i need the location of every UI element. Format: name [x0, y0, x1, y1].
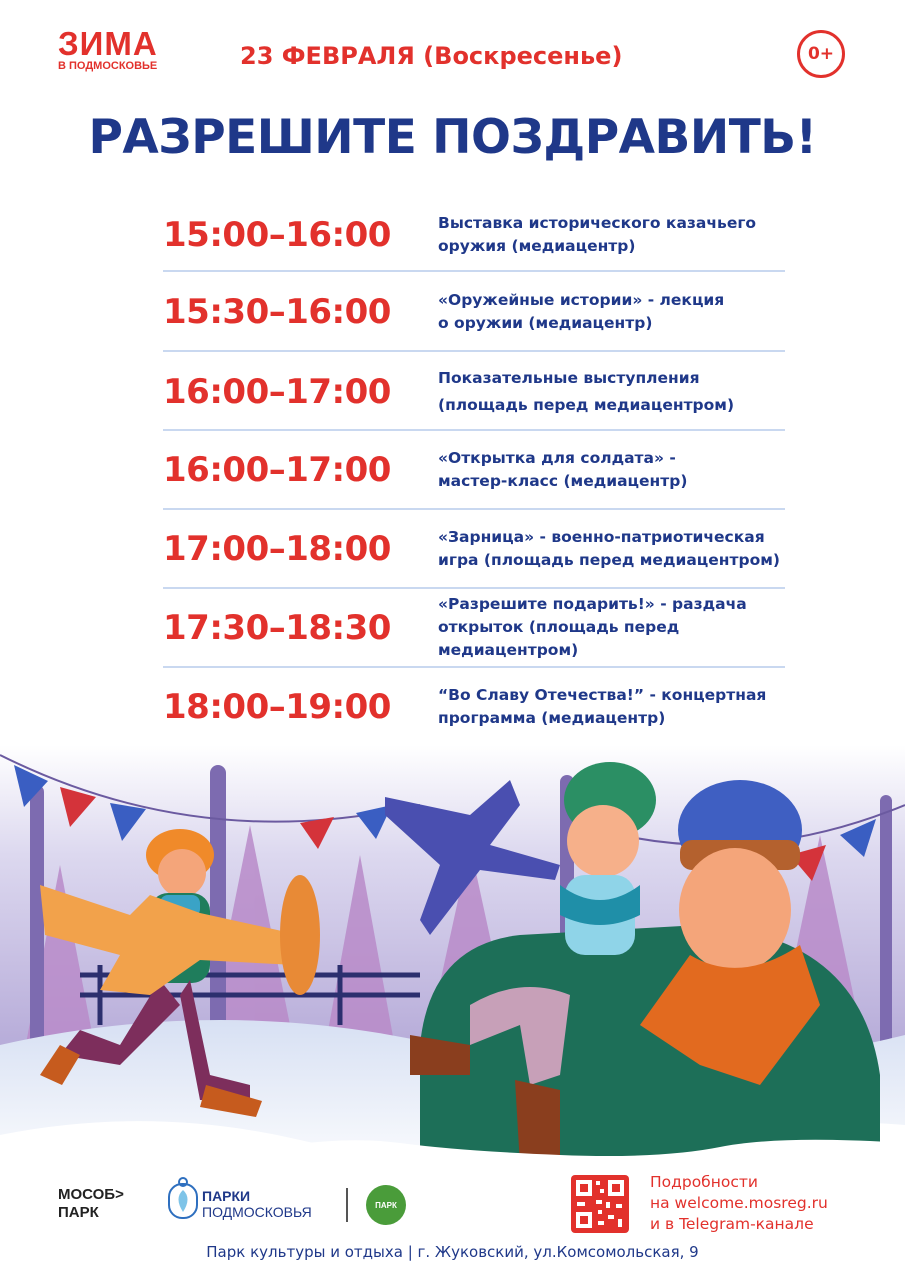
schedule-description: Показательные выступления (площадь перед медиацентром) — [438, 368, 735, 414]
schedule-time: 17:30–18:30 — [163, 607, 391, 648]
schedule-time: 18:00–19:00 — [163, 686, 391, 727]
page-title: РАЗРЕШИТЕ ПОЗДРАВИТЬ! — [88, 110, 817, 165]
schedule-description: Выставка исторического казачьего оружия (медиацентр) — [438, 213, 757, 255]
venue-address: Парк культуры и отдыха | г. Жуковский, ул.Комсомольская, 9 — [206, 1243, 699, 1261]
schedule-row — [163, 667, 785, 746]
qr-code-icon — [571, 1175, 629, 1233]
park-leaf-icon: ПАРК — [366, 1185, 406, 1225]
schedule-description: «Зарница» - военно-патриотическая игра (площадь перед медиацентром) — [438, 527, 780, 569]
schedule-description: “Во Славу Отечества!” - концертная программа (медиацентр) — [438, 685, 767, 727]
mosobpark-logo: МОСОБ> ПАРК — [58, 1186, 124, 1221]
schedule-description: «Оружейные истории» - лекция о оружии (медиацентр) — [438, 290, 725, 332]
schedule-description: «Разрешите подарить!» - раздача открыток (площадь перед медиацентром) — [438, 595, 747, 659]
schedule-row — [163, 272, 785, 351]
schedule-time: 17:00–18:00 — [163, 528, 391, 569]
schedule-description: «Открытка для солдата» - мастер-класс (медиацентр) — [438, 448, 688, 490]
event-date: 23 ФЕВРАЛЯ (Воскресенье) — [240, 42, 623, 70]
winter-family-illustration — [0, 745, 905, 1185]
age-rating-badge: 0+ — [797, 30, 845, 78]
schedule-row — [163, 195, 785, 274]
schedule-time: 15:30–16:00 — [163, 291, 391, 332]
schedule-row — [163, 588, 785, 667]
schedule-time: 16:00–17:00 — [163, 449, 391, 490]
zima-logo-title: ЗИМА — [58, 25, 158, 62]
schedule-time: 16:00–17:00 — [163, 371, 391, 412]
schedule-row — [163, 352, 785, 431]
schedule-time: 15:00–16:00 — [163, 214, 391, 255]
parks-podmoskovya-logo: ПАРКИ ПОДМОСКОВЬЯ — [202, 1188, 312, 1220]
parks-logo-icon — [166, 1176, 200, 1222]
details-info: Подробности на welcome.mosreg.ru и в Telegram-канале — [650, 1173, 828, 1233]
logo-separator — [346, 1188, 348, 1222]
schedule-row — [163, 430, 785, 509]
zima-logo-subtitle: В ПОДМОСКОВЬЕ — [58, 60, 158, 72]
schedule-row — [163, 509, 785, 588]
